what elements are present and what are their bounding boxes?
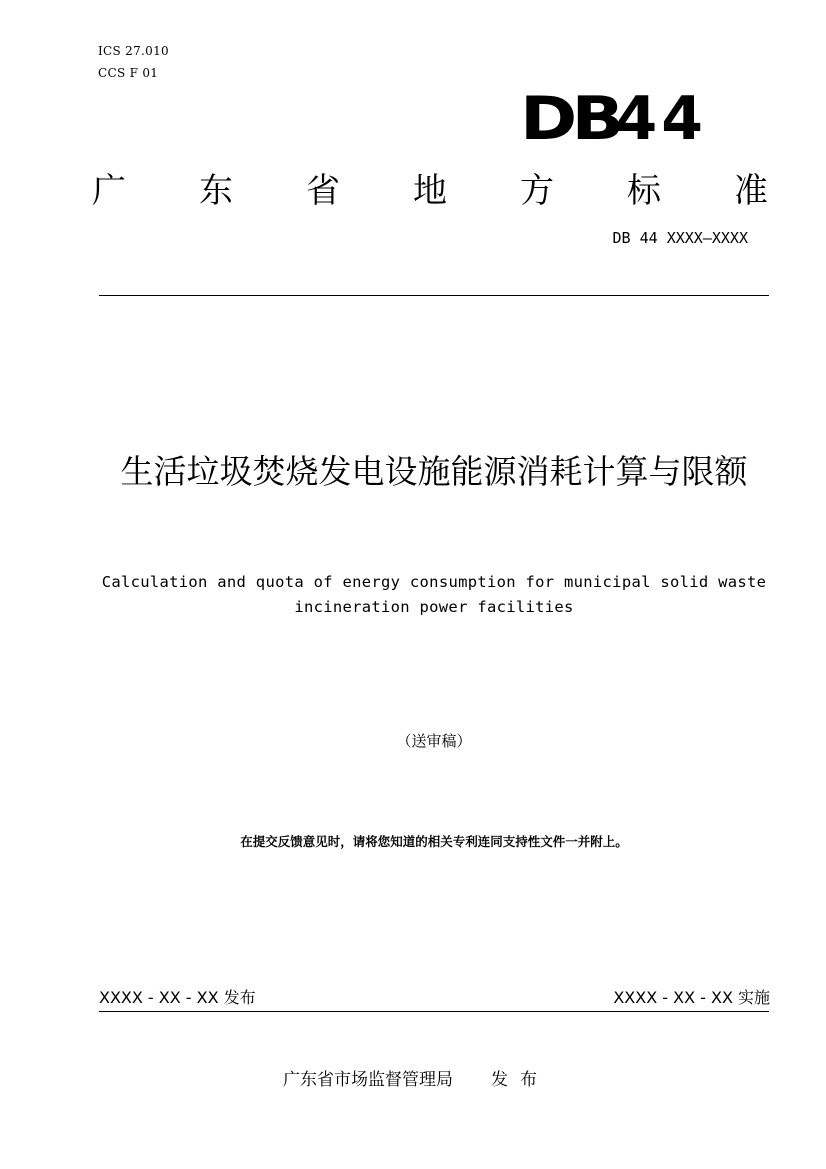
- standard-type-char: 广: [92, 171, 126, 211]
- title-english-line: Calculation and quota of energy consumption for municipal solid waste: [101, 573, 767, 591]
- db44-logo: [520, 84, 707, 154]
- classification-codes: [98, 40, 169, 84]
- ics-code: ICS 27.010: [98, 44, 169, 58]
- draft-status: （送审稿）: [396, 732, 472, 750]
- issuer-action: 发布: [491, 1070, 549, 1090]
- footer-divider: [99, 1011, 769, 1012]
- standard-number: DB 44 XXXX—XXXX: [612, 229, 748, 247]
- standard-type-char: 东: [199, 171, 233, 211]
- publish-date: XXXX - XX - XX 发布: [99, 988, 256, 1007]
- standard-type-char: 标: [627, 171, 661, 211]
- logo-number: 44: [615, 84, 708, 154]
- standard-type-heading: [92, 168, 768, 214]
- header-divider: [99, 295, 769, 296]
- logo-prefix: DB: [520, 84, 619, 154]
- standard-type-char: 准: [734, 171, 768, 211]
- title-english: [84, 570, 784, 620]
- standard-type-char: 省: [306, 171, 340, 211]
- title-english-line: incineration power facilities: [294, 598, 574, 616]
- title-chinese: 生活垃圾焚烧发电设施能源消耗计算与限额: [120, 452, 748, 491]
- issuer-line: [283, 1067, 549, 1093]
- standard-type-char: 方: [520, 171, 554, 211]
- standard-type-char: 地: [413, 171, 447, 211]
- ccs-code: CCS F 01: [98, 66, 159, 80]
- patent-notice: 在提交反馈意见时，请将您知道的相关专利连同支持性文件一并附上。: [240, 834, 628, 849]
- implement-date: XXXX - XX - XX 实施: [613, 988, 770, 1007]
- issuer-name: 广东省市场监督管理局: [283, 1070, 453, 1090]
